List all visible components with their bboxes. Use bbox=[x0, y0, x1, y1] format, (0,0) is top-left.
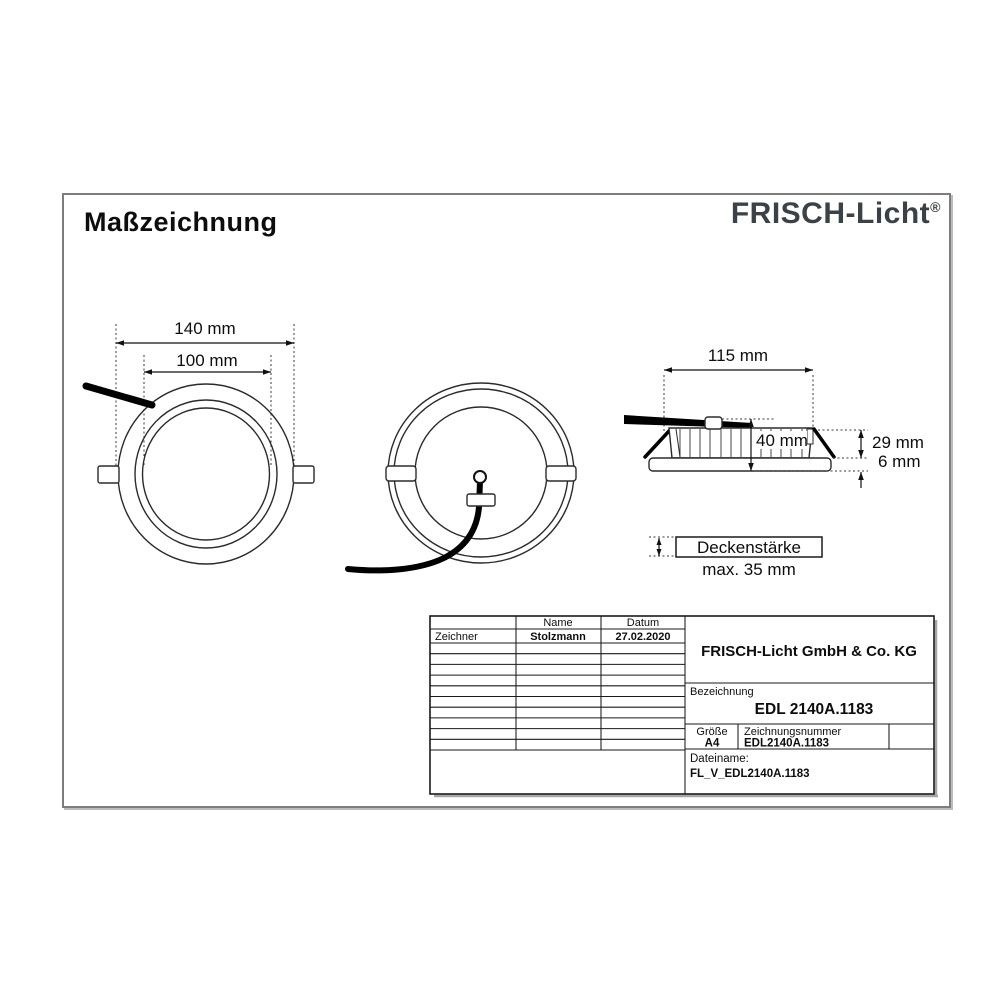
cable bbox=[86, 386, 152, 405]
cable-clamp bbox=[467, 494, 495, 506]
trim-flange bbox=[649, 458, 831, 471]
title-block bbox=[430, 616, 938, 796]
mounting-tab-left bbox=[98, 466, 119, 483]
cable-gland bbox=[705, 417, 722, 429]
arrowhead bbox=[858, 472, 864, 480]
bezeichnung-value: EDL 2140A.1183 bbox=[754, 701, 874, 718]
arrowhead bbox=[657, 549, 662, 556]
spring-clip-left bbox=[645, 430, 670, 457]
col-header-datum: Datum bbox=[626, 617, 660, 629]
registered-mark: ® bbox=[930, 199, 941, 215]
mounting-tab-right bbox=[293, 466, 314, 483]
zeichner-name: Stolzmann bbox=[530, 631, 586, 643]
zeichnungsnummer-label: Zeichnungsnummer bbox=[744, 726, 842, 738]
cable-entry bbox=[474, 471, 486, 483]
lens-opening bbox=[143, 408, 270, 540]
drawing-canvas bbox=[64, 195, 949, 806]
dim-label-6: 6 mm bbox=[878, 452, 921, 471]
dim-label-40: 40 mm bbox=[756, 431, 808, 450]
arrowhead bbox=[657, 538, 662, 545]
dim-140mm bbox=[116, 319, 294, 346]
company-name: FRISCH-Licht GmbH & Co. KG bbox=[701, 643, 917, 660]
back-view bbox=[348, 383, 576, 570]
zeichnungsnummer-value: EDL2140A.1183 bbox=[744, 737, 830, 750]
drawing-frame bbox=[62, 193, 951, 808]
arrowhead bbox=[116, 340, 124, 346]
dim-115mm bbox=[664, 346, 813, 373]
dim-label-115: 115 mm bbox=[707, 346, 769, 365]
col-header-name: Name bbox=[543, 617, 573, 629]
mounting-tab-right bbox=[546, 466, 576, 481]
dim-label-140: 140 mm bbox=[174, 319, 236, 338]
dateiname-label: Dateiname: bbox=[690, 753, 749, 765]
dim-label-29: 29 mm bbox=[872, 433, 924, 452]
arrowhead bbox=[286, 340, 294, 346]
arrowhead bbox=[263, 369, 271, 375]
zeichner-date: 27.02.2020 bbox=[615, 631, 671, 643]
bezeichnung-label: Bezeichnung bbox=[690, 686, 754, 698]
groesse-value: A4 bbox=[704, 737, 720, 750]
cable bbox=[624, 415, 752, 428]
ceiling-value: max. 35 mm bbox=[702, 560, 796, 579]
dateiname-value: FL_V_EDL2140A.1183 bbox=[690, 768, 810, 780]
ceiling-label: Deckenstärke bbox=[697, 538, 801, 557]
ceiling-thickness-note bbox=[649, 537, 822, 579]
front-view bbox=[86, 319, 314, 564]
mounting-tab-left bbox=[386, 466, 416, 481]
side-view bbox=[624, 346, 924, 488]
zeichner-label: Zeichner bbox=[435, 631, 478, 643]
brand-name: FRISCH-Licht bbox=[730, 197, 931, 230]
arrowhead bbox=[664, 367, 672, 373]
trim-ring-inner bbox=[135, 400, 277, 548]
arrowhead bbox=[144, 369, 152, 375]
arrowhead bbox=[858, 450, 864, 458]
dim-label-100: 100 mm bbox=[176, 351, 238, 370]
groesse-label: Größe bbox=[696, 726, 728, 738]
arrowhead bbox=[858, 430, 864, 438]
spring-clip-right bbox=[814, 429, 834, 457]
arrowhead bbox=[805, 367, 813, 373]
dim-100mm bbox=[144, 351, 271, 375]
page-title: Maßzeichnung bbox=[84, 207, 278, 237]
